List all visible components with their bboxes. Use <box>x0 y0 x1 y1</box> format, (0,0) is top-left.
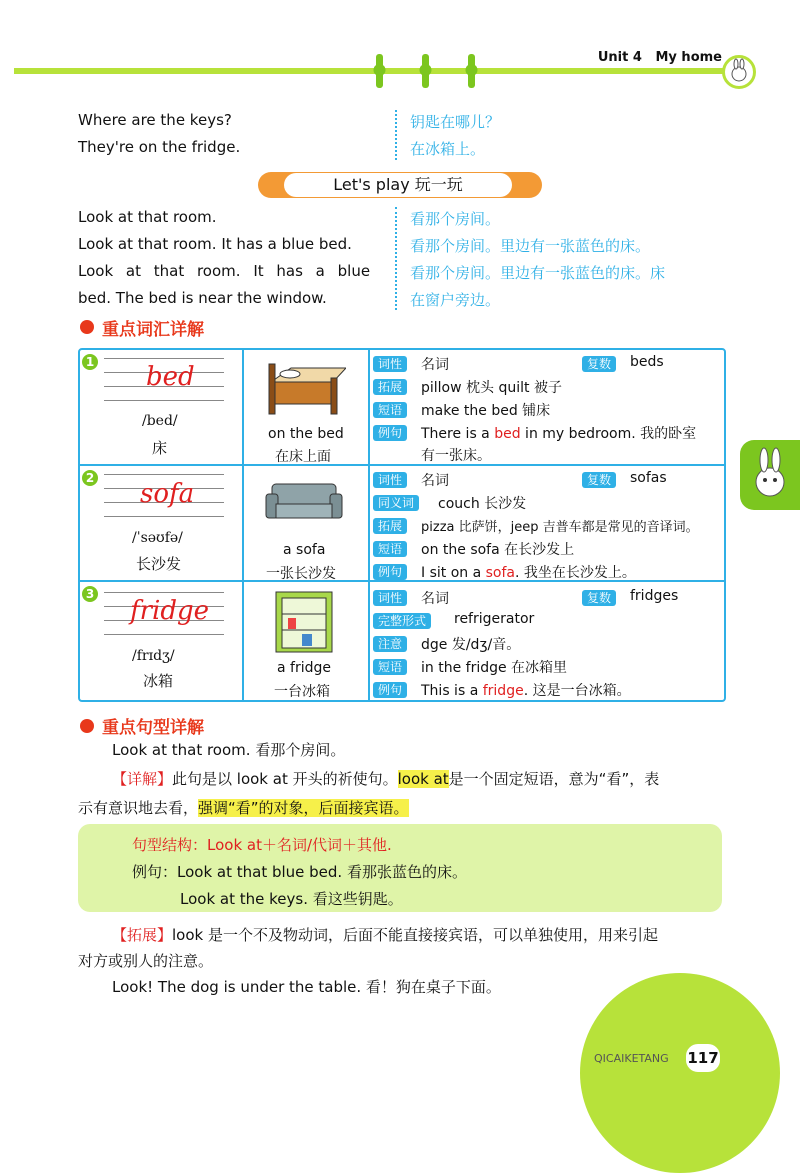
row-text: on the sofa 在长沙发上 <box>421 542 575 558</box>
play-en-1: Look at that room. <box>78 208 217 226</box>
table-divider <box>368 348 370 700</box>
row-text: pillow 枕头 quilt 被子 <box>421 380 562 396</box>
row-tag: 短语 <box>373 659 407 675</box>
row-text: dge 发/dʒ/音。 <box>421 637 521 653</box>
pin-ring <box>374 64 386 76</box>
row-tag: 拓展 <box>373 518 407 534</box>
pos-tag: 词性 <box>373 356 407 372</box>
bunny-icon <box>722 55 756 89</box>
unit-title <box>598 50 722 65</box>
unit-name: My home <box>655 50 722 65</box>
binder-pins <box>372 52 482 92</box>
example-sentence: I sit on a sofa. 我坐在长沙发上。 <box>421 565 636 581</box>
sofa-picture <box>264 480 344 526</box>
structure-formula: 句型结构：Look at＋名词/代词＋其他. <box>132 836 392 854</box>
bunny-icon <box>740 440 800 510</box>
play-cn-1: 看那个房间。 <box>410 210 501 228</box>
banner-title: Let's play 玩一玩 <box>284 173 512 197</box>
table-divider <box>242 348 244 700</box>
row-text: make the bed 铺床 <box>421 403 551 419</box>
pos-tag: 词性 <box>373 472 407 488</box>
pos-text: 名词 <box>421 473 449 489</box>
pin-ring <box>420 64 432 76</box>
extension-line-1: 【拓展】look 是一个不及物动词，后面不能直接接宾语，可以单独使用，用来引起 <box>112 926 658 944</box>
vocab-ipa: /bed/ <box>142 413 178 429</box>
section-bullet-icon <box>80 320 94 334</box>
brand-text: QICAIKETANG <box>594 1052 669 1065</box>
vocab-meaning: 长沙发 <box>136 555 182 573</box>
detail-line-1: 【详解】此句是以 look at 开头的祈使句。look at是一个固定短语，意为“看”，表 <box>112 770 660 788</box>
writing-line <box>104 634 224 635</box>
pos-text: 名词 <box>421 591 449 607</box>
structure-example-2: Look at the keys. 看这些钥匙。 <box>180 890 403 908</box>
item-number: 2 <box>82 470 98 486</box>
side-tab <box>740 440 800 510</box>
play-en-4: bed. The bed is near the window. <box>78 289 327 307</box>
unit-number: Unit 4 <box>597 50 642 65</box>
dialogue-cn-1: 钥匙在哪儿？ <box>410 113 501 131</box>
row-tag: 拓展 <box>373 379 407 395</box>
page-number: 117 <box>684 1042 722 1074</box>
row-tag: 完整形式 <box>373 613 431 629</box>
pic-caption-en: a sofa <box>283 542 326 558</box>
play-cn-3: 看那个房间。里边有一张蓝色的床。床 <box>410 264 666 282</box>
pic-caption-cn: 在床上面 <box>275 449 331 465</box>
play-en-2: Look at that room. It has a blue bed. <box>78 235 352 253</box>
plural-tag: 复数 <box>582 356 616 372</box>
writing-line <box>104 358 224 359</box>
vocab-ipa: /frɪdʒ/ <box>132 648 175 664</box>
pos-text: 名词 <box>421 357 449 373</box>
example-sentence: This is a fridge. 这是一台冰箱。 <box>421 683 631 699</box>
vocab-section-title: 重点词汇详解 <box>102 320 204 340</box>
example-sentence-cont: 有一张床。 <box>421 448 491 464</box>
pic-caption-cn: 一张长沙发 <box>266 566 336 582</box>
example-tag: 例句 <box>373 564 407 580</box>
divider-dotted <box>395 207 398 310</box>
bed-picture <box>266 360 346 420</box>
example-sentence: There is a bed in my bedroom. 我的卧室 <box>421 426 697 442</box>
section-bullet-icon <box>80 719 94 733</box>
item-number: 3 <box>82 586 98 602</box>
row-tag: 短语 <box>373 402 407 418</box>
plural-tag: 复数 <box>582 472 616 488</box>
vocab-word: bed <box>146 362 195 392</box>
divider-dotted <box>395 110 398 160</box>
table-divider <box>78 464 724 466</box>
corner-circle <box>580 973 780 1173</box>
writing-line <box>104 592 224 593</box>
row-text: in the fridge 在冰箱里 <box>421 660 568 676</box>
pos-tag: 词性 <box>373 590 407 606</box>
extension-line-2: 对方或别人的注意。 <box>78 952 214 970</box>
row-text: refrigerator <box>454 611 535 627</box>
pic-caption-cn: 一台冰箱 <box>274 684 330 700</box>
detail-line-2: 示有意识地去看，强调“看”的对象，后面接宾语。 <box>78 799 409 817</box>
writing-line <box>104 516 224 517</box>
vocab-meaning: 冰箱 <box>143 672 174 690</box>
sentence-section-title: 重点句型详解 <box>102 718 204 738</box>
vocab-meaning: 床 <box>152 439 168 457</box>
vocab-ipa: /ˈsəʊfə/ <box>132 530 183 546</box>
row-text: pizza 比萨饼，jeep 吉普车都是常见的音译词。 <box>421 520 699 535</box>
dialogue-en-1: Where are the keys? <box>78 111 232 129</box>
play-cn-2: 看那个房间。里边有一张蓝色的床。 <box>410 237 651 255</box>
row-tag: 短语 <box>373 541 407 557</box>
plural-tag: 复数 <box>582 590 616 606</box>
structure-example-1: 例句：Look at that blue bed. 看那张蓝色的床。 <box>132 863 467 881</box>
row-tag: 注意 <box>373 636 407 652</box>
row-text: couch 长沙发 <box>438 496 527 512</box>
plural-text: fridges <box>630 588 679 604</box>
dialogue-en-2: They're on the fridge. <box>78 138 241 156</box>
dialogue-cn-2: 在冰箱上。 <box>410 140 486 158</box>
pin-ring <box>466 64 478 76</box>
plural-text: beds <box>630 354 664 370</box>
fridge-picture <box>272 590 336 654</box>
vocab-word: fridge <box>130 596 210 626</box>
vocab-word: sofa <box>140 479 195 509</box>
play-en-3: Look at that room. It has a blue <box>78 262 371 280</box>
row-tag: 同义词 <box>373 495 419 511</box>
pic-caption-en: on the bed <box>268 426 344 442</box>
extension-example: Look! The dog is under the table. 看！狗在桌子下面。 <box>112 978 501 996</box>
writing-line <box>104 474 224 475</box>
play-cn-4: 在窗户旁边。 <box>410 291 501 309</box>
example-tag: 例句 <box>373 682 407 698</box>
pic-caption-en: a fridge <box>277 660 331 676</box>
example-tag: 例句 <box>373 425 407 441</box>
item-number: 1 <box>82 354 98 370</box>
sentence-main: Look at that room. 看那个房间。 <box>112 741 346 759</box>
writing-line <box>104 400 224 401</box>
plural-text: sofas <box>630 470 667 486</box>
